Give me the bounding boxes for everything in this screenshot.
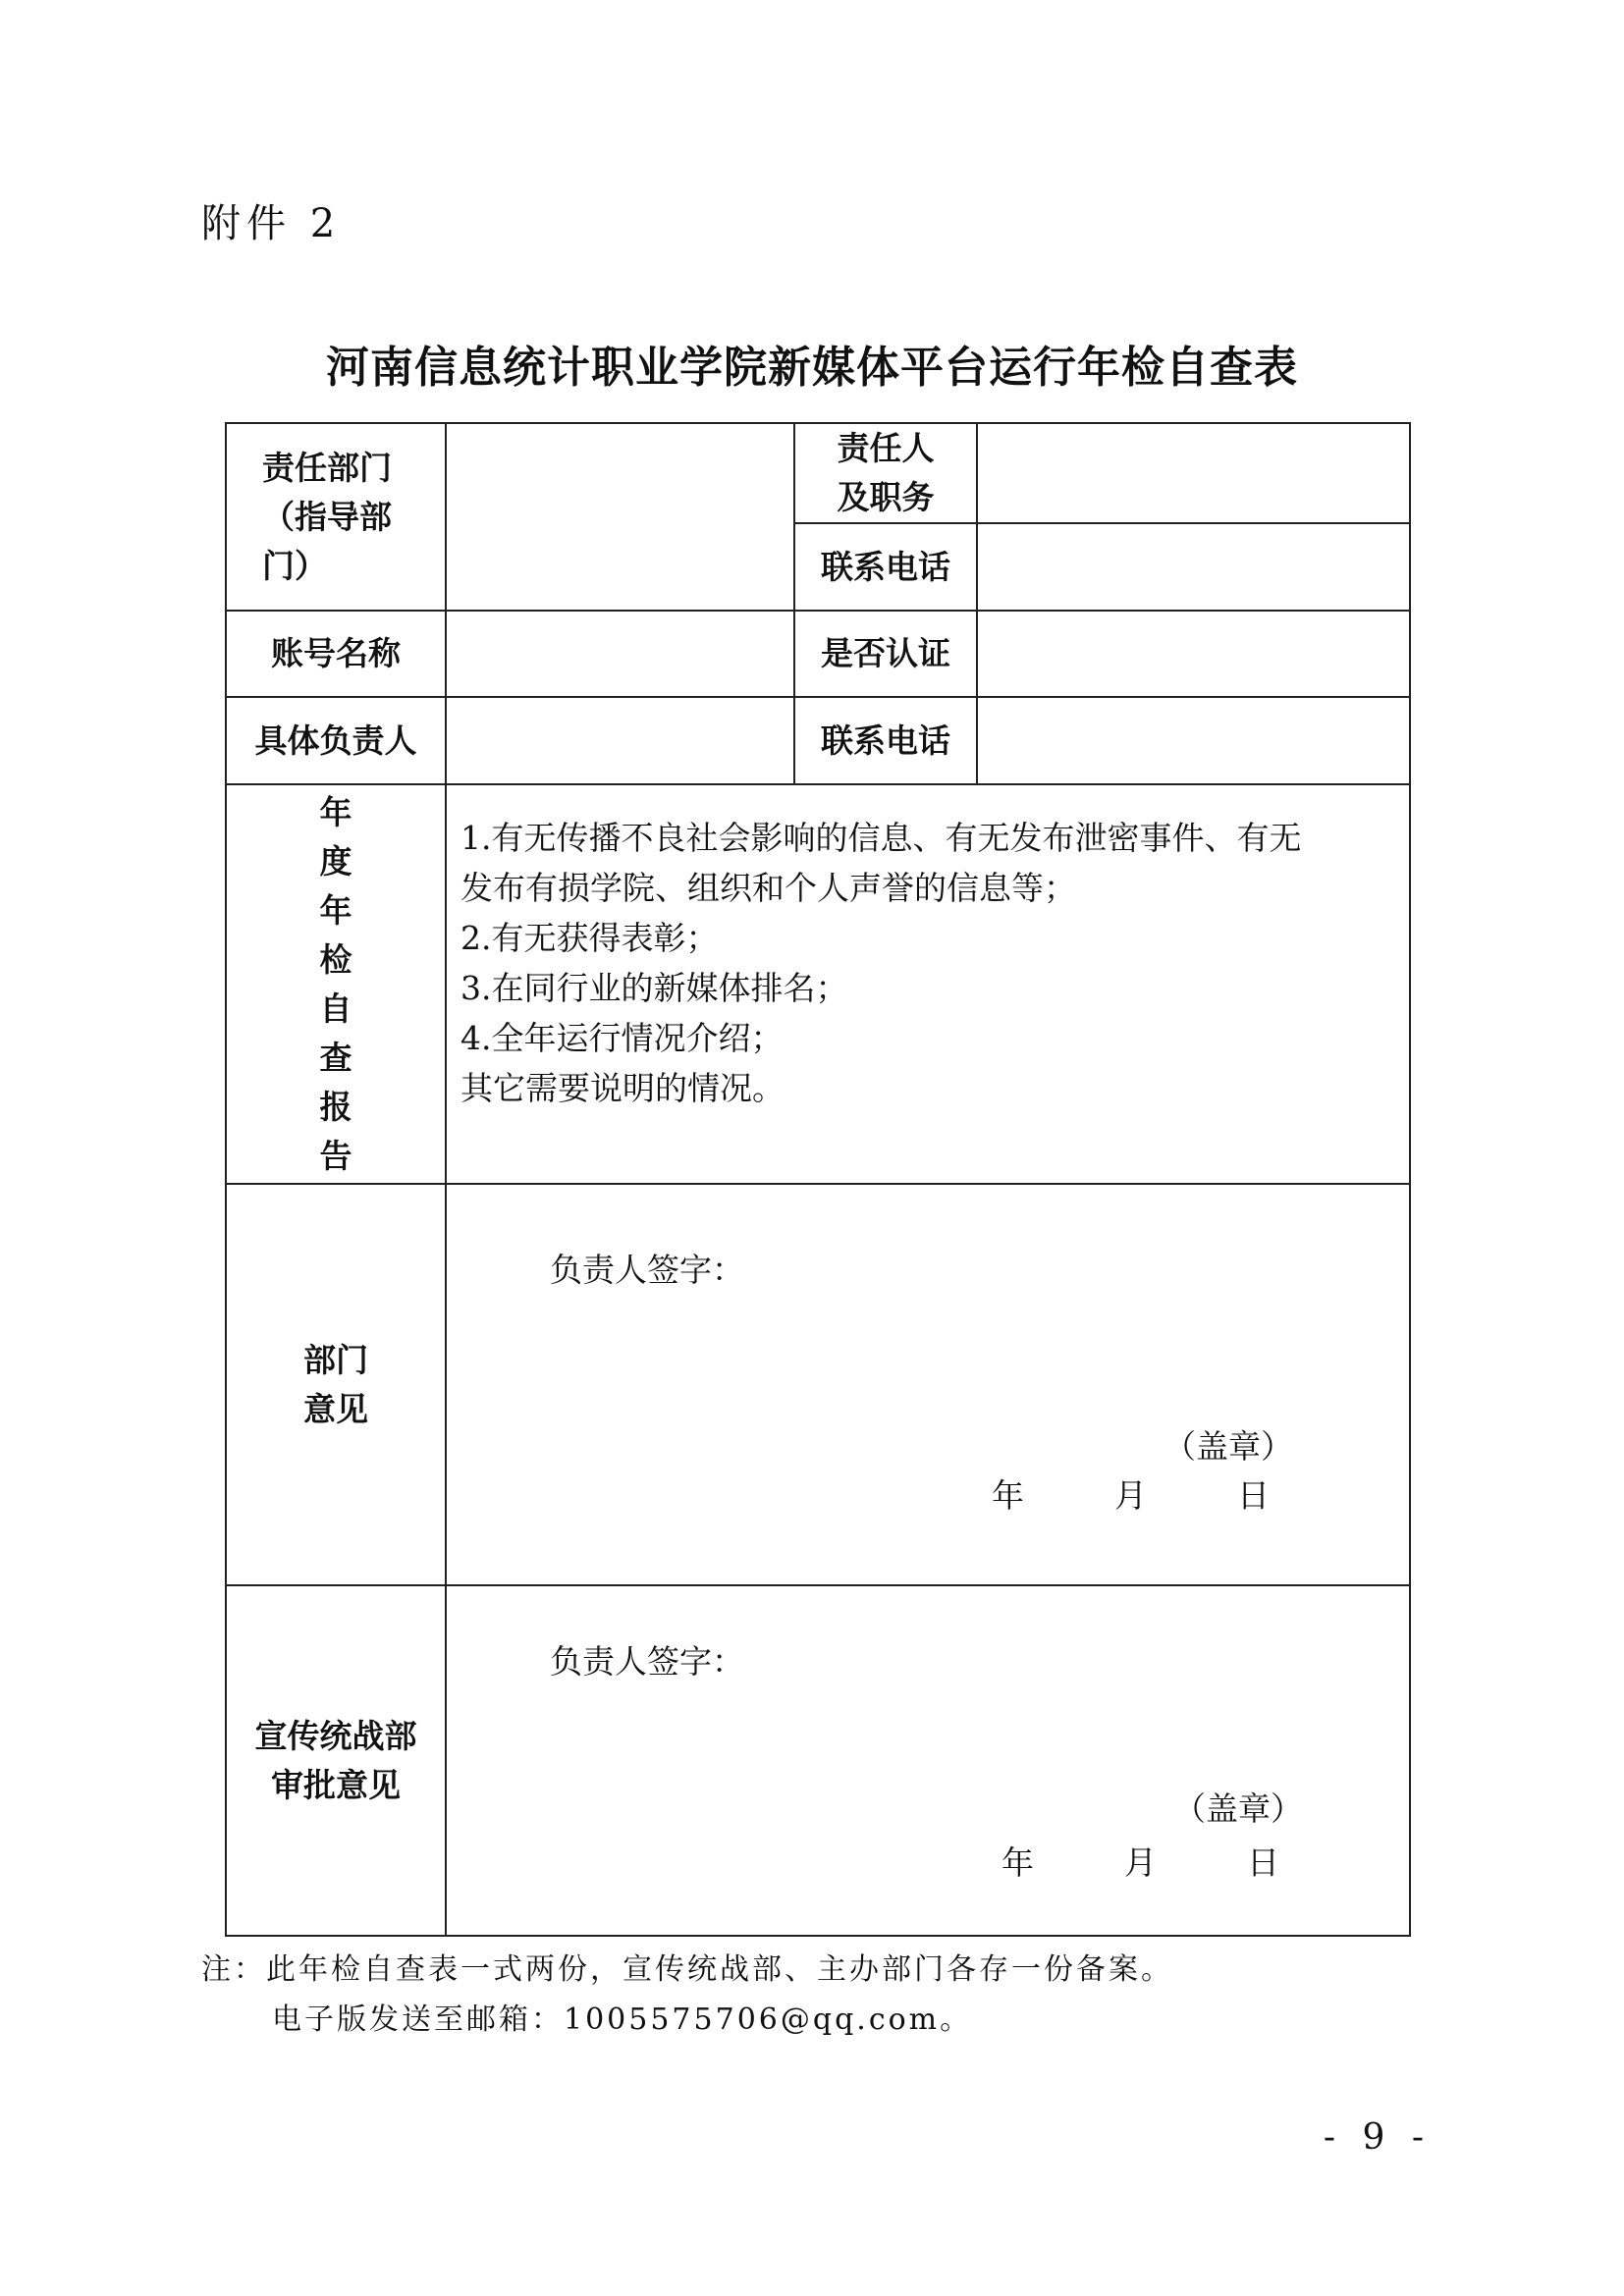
contact-phone-2-label: 联系电话 (794, 697, 977, 784)
responsible-person-label: 责任人及职务 (794, 423, 977, 523)
dept-signature-label: 负责人签字： (550, 1251, 744, 1289)
note-line-2: 电子版发送至邮箱：1005575706@qq.com。 (272, 2002, 973, 2037)
contact-phone-label: 联系电话 (794, 523, 977, 611)
report-line: 2.有无获得表彰； (460, 919, 719, 957)
report-line: 其它需要说明的情况。 (460, 1069, 785, 1107)
responsible-dept-label: 责任部门（指导部门） (226, 423, 446, 611)
verified-field[interactable] (977, 611, 1410, 697)
specific-person-field[interactable] (446, 697, 794, 784)
report-line: 3.在同行业的新媒体排名； (460, 969, 848, 1007)
report-line: 4.全年运行情况介绍； (460, 1019, 784, 1057)
responsible-dept-field[interactable] (446, 423, 794, 611)
responsible-person-field[interactable] (977, 423, 1410, 523)
report-label: 年度年检自查报告 (226, 784, 446, 1184)
note-line-1: 注：此年检自查表一式两份，宣传统战部、主办部门各存一份备案。 (201, 1952, 1173, 1987)
page-number: - 9 - (1323, 2117, 1432, 2158)
propaganda-signature-label: 负责人签字： (550, 1642, 744, 1681)
report-line: 1.有无传播不良社会影响的信息、有无发布泄密事件、有无 (460, 819, 1302, 857)
report-content[interactable] (446, 784, 1410, 1184)
dept-opinion-field[interactable]: 负责人签字： （盖章） 年 月 日 (446, 1184, 1410, 1585)
propaganda-opinion-field[interactable]: 负责人签字： （盖章） 年 月 日 (446, 1585, 1410, 1936)
report-line: 发布有损学院、组织和个人声誉的信息等； (460, 869, 1076, 907)
verified-label: 是否认证 (794, 611, 977, 697)
propaganda-seal-label: （盖章） (1173, 1789, 1303, 1828)
self-check-form-table (225, 422, 1411, 1937)
account-name-field[interactable] (446, 611, 794, 697)
page-title: 河南信息统计职业学院新媒体平台运行年检自查表 (326, 343, 1298, 393)
attachment-label: 附件 2 (201, 201, 342, 246)
dept-seal-label: （盖章） (1164, 1427, 1293, 1466)
account-name-label: 账号名称 (226, 611, 446, 697)
propaganda-opinion-label: 宣传统战部审批意见 (226, 1585, 446, 1936)
contact-phone-2-field[interactable] (977, 697, 1410, 784)
specific-person-label: 具体负责人 (226, 697, 446, 784)
contact-phone-field[interactable] (977, 523, 1410, 611)
dept-opinion-label: 部门意见 (226, 1184, 446, 1585)
